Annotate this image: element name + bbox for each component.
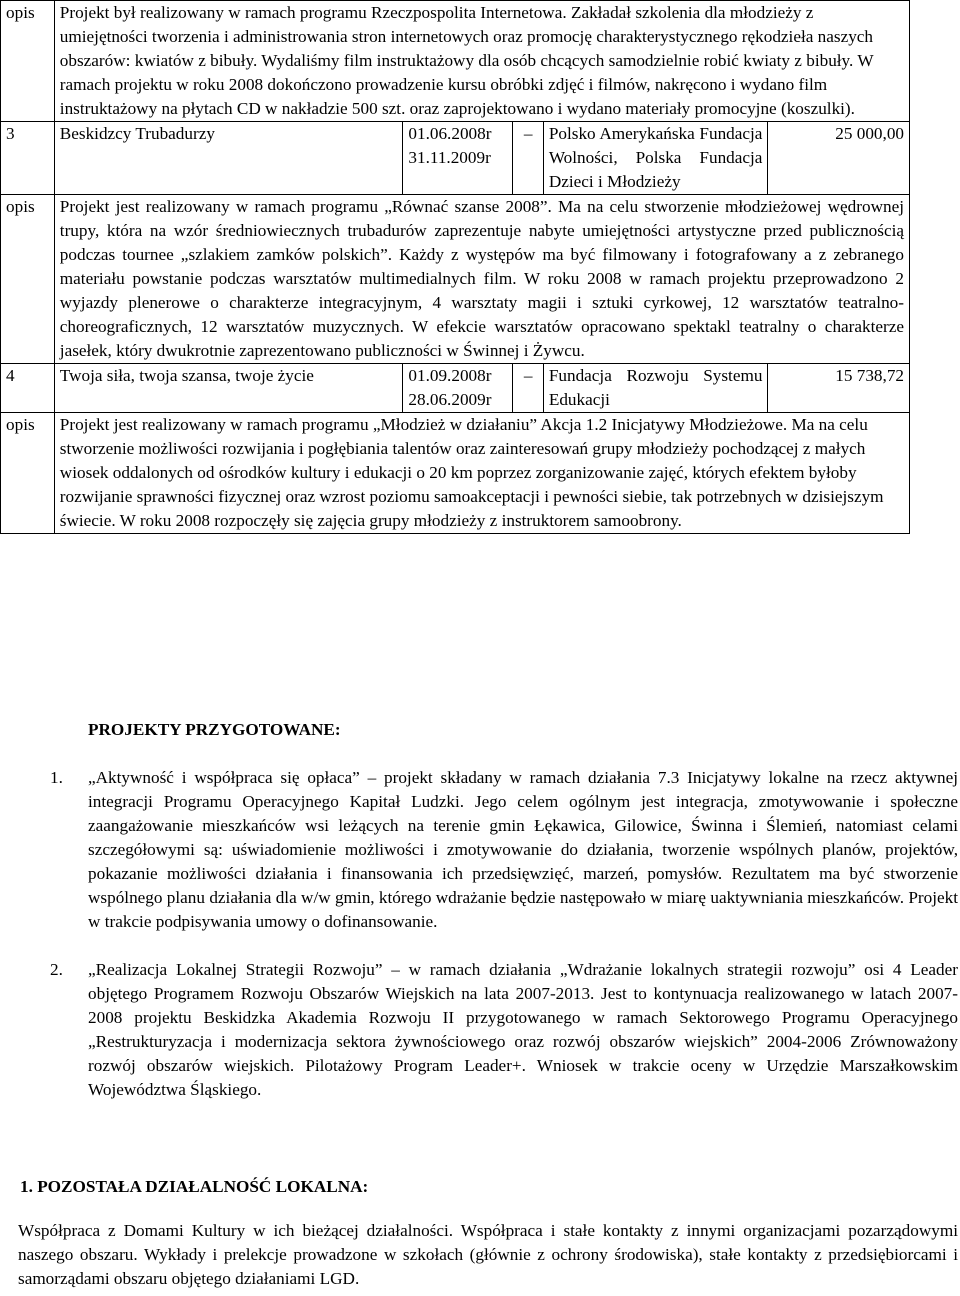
date-dash: – <box>513 364 543 413</box>
list-item-text: „Realizacja Lokalnej Strategii Rozwoju” – w ramach działania „Wdrażanie lokalnych strategii rozwoju” osi 4 Leader objętego Programem Rozwoju Obszarów Wiejskich na lata 2007-2013. Jest to kontynuacja realizowanego w latach 2007-2008 projektu Beskidzka Akademia Rozwoju II przygotowanego w ramach Sektorowego Programu Operacyjnego „Restrukturyzacja i modernizacja sektora żywnościowego oraz rozwój obszarów wiejskich” 2004-2006 Zrównoważony rozwój obszarów wiejskich. Pilotażowy Program Leader+. Wniosek w trakcie oceny w Urzędzie Marszałkowskim Województwa Śląskiego. <box>88 960 958 1099</box>
prepared-projects-heading: PROJEKTY PRZYGOTOWANE: <box>88 720 341 739</box>
project-title: Twoja siła, twoja szansa, twoje życie <box>54 364 403 413</box>
table-row-project-3 <box>1 122 910 195</box>
project-amount: 25 000,00 <box>768 122 910 195</box>
project-number: 4 <box>1 364 55 413</box>
date-from: 01.09.2008r <box>408 366 492 385</box>
other-activity-heading: 1. POZOSTAŁA DZIAŁALNOŚĆ LOKALNA: <box>20 1177 369 1196</box>
date-to: 28.06.2009r <box>408 390 492 409</box>
project-dates <box>403 122 513 195</box>
project-partner: Fundacja Rozwoju Systemu Edukacji <box>543 364 768 413</box>
date-to: 31.11.2009r <box>408 148 491 167</box>
project-dates <box>403 364 513 413</box>
list-item-number: 2. <box>50 960 63 979</box>
project-partner: Polsko Amerykańska Fundacja Wolności, Polska Fundacja Dzieci i Młodzieży <box>543 122 768 195</box>
row-label: opis <box>1 1 55 122</box>
table-row-opis-4 <box>1 413 910 534</box>
project-description: Projekt był realizowany w ramach programu Rzeczpospolita Internetowa. Zakładał szkolenia dla młodzieży z umiejętności tworzenia i administrowania stron internetowych oraz promocję charakterystycznego rękodzieła naszych obszarów: kwiatów z bibuły. Wydaliśmy film instruktażowy dla osób chcących samodzielnie robić kwiaty z bibuły. W ramach projektu w roku 2008 dokończono prowadzenie kursu obróbki zdjęć i filmów, nakręcono i wydano film instruktażowy na płytach CD w nakładzie 500 szt. oraz zaprojektowano i wydano materiały promocyjne (koszulki). <box>54 1 909 122</box>
project-description: Projekt jest realizowany w ramach programu „Młodzież w działaniu” Akcja 1.2 Inicjatywy Młodzieżowe. Ma na celu stworzenie możliwości rozwijania i pogłębiania talentów oraz zainteresowań grupy młodzieży pochodzącej z małych wiosek oddalonych od ośrodków kultury i edukacji o 20 km poprzez zorganizowanie zajęć, których efektem byłoby rozwijanie sprawności fizycznej oraz wzrost poziomu samoakceptacji i pewności siebie, tak potrzebnych w dzisiejszym świecie. W roku 2008 rozpoczęły się zajęcia grupy młodzieży z instruktorem samoobrony. <box>54 413 909 534</box>
projects-table <box>0 0 910 534</box>
project-amount: 15 738,72 <box>768 364 910 413</box>
project-title: Beskidzcy Trubadurzy <box>54 122 403 195</box>
table-row-opis-3 <box>1 195 910 364</box>
other-activity-text: Współpraca z Domami Kultury w ich bieżącej działalności. Współpraca i stałe kontakty z innymi organizacjami pozarządowymi naszego obszaru. Wykłady i prelekcje prowadzone w szkołach (głównie z ochrony środowiska), stałe kontakty z przedsiębiorcami i samorządami obszaru objętego działaniami LGD. <box>18 1221 958 1288</box>
date-from: 01.06.2008r <box>408 124 492 143</box>
project-description: Projekt jest realizowany w ramach programu „Równać szanse 2008”. Ma na celu stworzenie młodzieżowej wędrownej trupy, która na wzór średniowiecznych trubadurów zaprezentuje nabyte umiejętności artystyczne przed publicznością podczas tournee „szlakiem zamków polskich”. Każdy z występów ma być filmowany i fotografowany a z zebranego materiału powstanie podczas warsztatów multimedialnych film. W roku 2008 w ramach projektu przeprowadzono 2 wyjazdy plenerowe o charakterze integracyjnym, 4 warsztaty magii i sztuki cyrkowej, 12 warsztatów teatralno-choreograficznych, 12 warsztatów muzycznych. W efekcie warsztatów opracowano spektakl teatralny o charakterze jasełek, który dwukrotnie zaprezentowano publiczności w Świnnej i Żywcu. <box>54 195 909 364</box>
list-item-text: „Aktywność i współpraca się opłaca” – projekt składany w ramach działania 7.3 Inicjatywy lokalne na rzecz aktywnej integracji Programu Operacyjnego Kapitał Ludzki. Jego celem ogólnym jest integracja, zmotywowanie i społeczne zaangażowanie mieszkańców wsi leżących na terenie gmin Łękawica, Gilowice, Świnna i Ślemień, natomiast celami szczegółowymi są: uświadomienie możliwości i zmotywowanie do działania, tworzenie wspólnych planów, projektów, pokazanie możliwości działania i finansowania ich przedsięwzięć, marzeń, pomysłów. Rezultatem ma być stworzenie wspólnego planu działania dla w/w gmin, którego wdrażanie będzie następowało w miarę uaktywniania mieszkańców. Projekt w trakcie podpisywania umowy o dofinansowanie. <box>88 768 958 931</box>
table-row-project-4 <box>1 364 910 413</box>
row-label: opis <box>1 413 55 534</box>
table-row-opis-2 <box>1 1 910 122</box>
list-item-number: 1. <box>50 768 63 787</box>
date-dash: – <box>513 122 543 195</box>
project-number: 3 <box>1 122 55 195</box>
row-label: opis <box>1 195 55 364</box>
